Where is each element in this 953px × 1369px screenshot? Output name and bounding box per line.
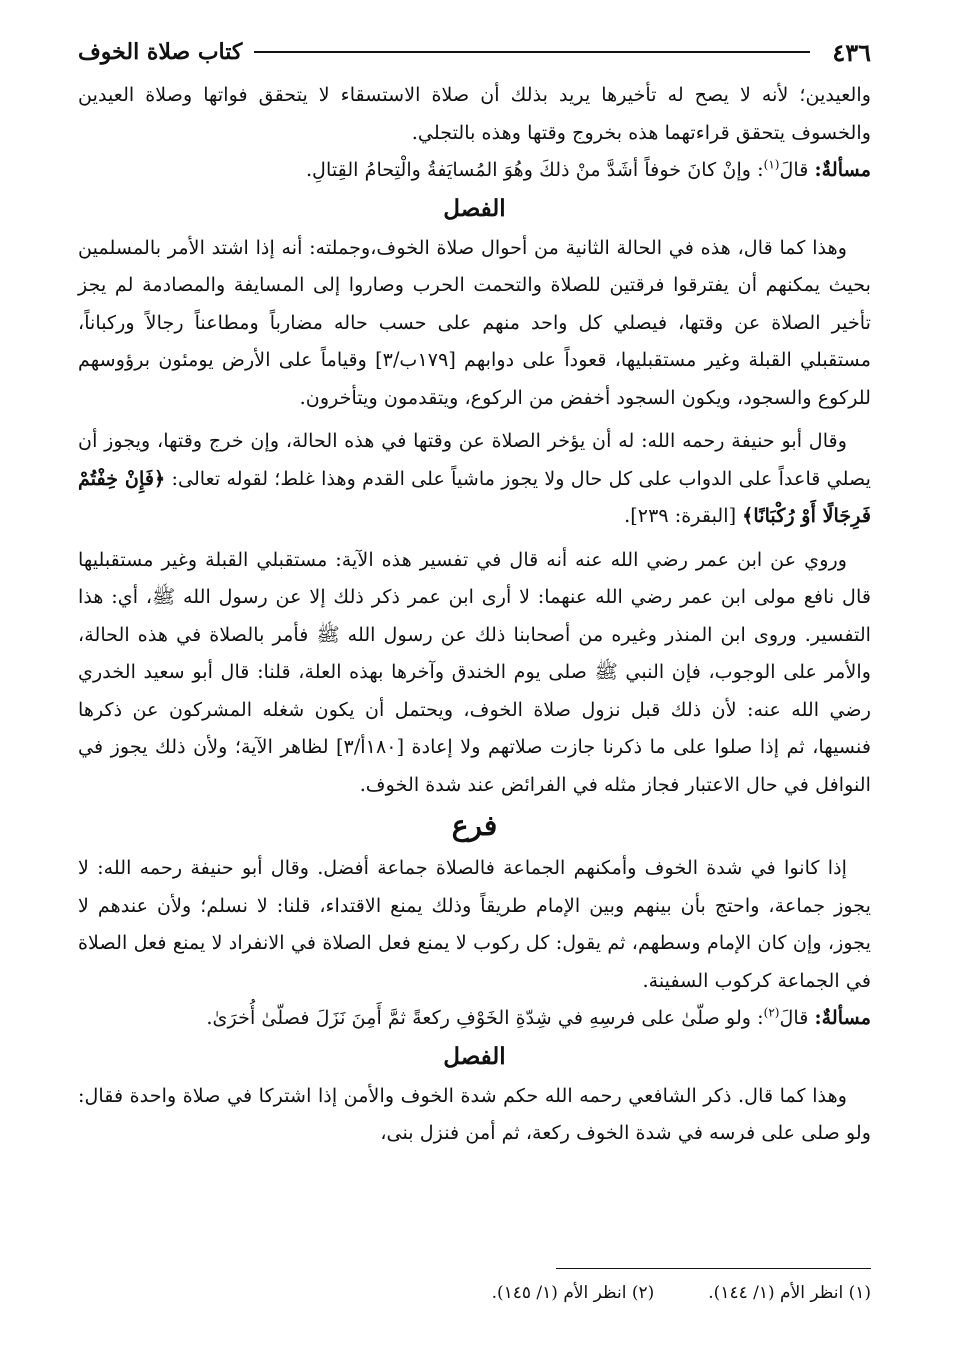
footnote-2: (٢) انظر الأم (١/ ١٤٥). — [491, 1283, 655, 1303]
page-number: ٤٣٦ — [832, 37, 871, 67]
section-heading-fasl-2: الفصل — [443, 1042, 506, 1070]
page-header — [78, 32, 871, 72]
paragraph: وهذا كما قال، هذه في الحالة الثانية من أحوال صلاة الخوف،وجملته: أنه إذا اشتد الأمر بالمسلمين بحيث يمكنهم أن يفترقوا فرقتين للصلاة والتحمت الحرب وصاروا إلى المسايفة والمصادمة لم يجز تأخير الصلاة عن وقتها، فيصلي كل واحد منهم على حسب حاله مضارباً ومطاعناً رجالاً وركباناً، مستقبلي القبلة وغير مستقبليها، قعوداً على دوابهم [١٧٩ب/٣] وقياماً على الأرض يومئون برؤوسهم للركوع والسجود، ويكون السجود أخفض من الركوع، ويتقدمون ويتأخرون. — [78, 235, 871, 409]
verse-citation: [البقرة: ٢٣٩]. — [624, 504, 743, 527]
footnotes — [78, 1278, 871, 1308]
paragraph-ibn-umar: وروي عن ابن عمر رضي الله عنه أنه قال في تفسير هذه الآية: مستقبلي القبلة وغير مستقبليها قال نافع مولى ابن عمر رضي الله عنهما: لا أرى ابن عمر ذكر ذلك إلا عن رسول الله ﷺ، أي: هذا التفسير. وروى ابن المنذر وغيره من أصحابنا ذلك عن رسول الله ﷺ فأمر بالصلاة في هذه الحالة، والأمر على الوجوب، فإن النبي ﷺ صلى يوم الخندق وآخرها بهذه العلة، قلنا: قال أبو سعيد الخدري رضي الله عنه: لأن ذلك قبل نزول صلاة الخوف، ويحتمل أن يكون شغله المشركون عن ذكرها فنسيها، ثم إذا صلوا على ما ذكرنا جازت صلاتهم ولا إعادة [١٨٠أ/٣] لظاهر الآية؛ ولأن ذلك يجوز في النوافل في حال الاعتبار فجاز مثله في الفرائض عند شدة الخوف. — [78, 547, 871, 796]
masala-label: مسألةٌ: — [814, 158, 871, 181]
footnote-1: (١) انظر الأم (١/ ١٤٤). — [708, 1283, 871, 1303]
header-rule — [254, 51, 810, 53]
section-heading-far: فرع — [451, 809, 498, 842]
paragraph-abu-hanifa — [78, 422, 871, 535]
masala-text: : وإنْ كانَ خوفاً أشَدَّ منْ ذلكَ وهُوَ المُسايَفةُ والْتِحامُ القِتالِ. — [305, 158, 764, 181]
masala-qala: قالَ — [779, 1006, 815, 1029]
section-heading-fasl: الفصل — [443, 194, 506, 222]
masala-qala: قالَ — [779, 158, 815, 181]
masala-1 — [78, 151, 871, 189]
masala-text: : ولو صلّىٰ على فرسِهِ في شِدّةِ الخَوْفِ ركعةً ثمَّ أَمِنَ نَزَلَ فصلّىٰ أُخرَىٰ. — [206, 1006, 764, 1029]
page-body — [78, 76, 871, 1152]
paragraph-text: وقال أبو حنيفة رحمه الله: له أن يؤخر الصلاة عن وقتها في هذه الحالة، وإن خرج وقتها، ويجوز أن يصلي قاعداً على الدواب على كل حال ولا يجوز ماشياً على القدم وهذا غلط؛ لقوله تعالى: — [78, 429, 871, 490]
footnote-ref-1: (١) — [763, 157, 780, 172]
footnote-rule — [556, 1268, 871, 1269]
running-title: كتاب صلاة الخوف — [78, 39, 243, 65]
masala-2 — [78, 999, 871, 1037]
paragraph-jamaah: إذا كانوا في شدة الخوف وأمكنهم الجماعة فالصلاة جماعة أفضل. وقال أبو حنيفة رحمه الله: لا يجوز جماعة، واحتج بأن بينهم وبين الإمام طريقاً وذلك يمنع الاقتداء، قلنا: لا نسلم؛ ولأن عندهم لا يجوز، وإن كان الإمام وسطهم، ثم يقول: كل ركوب لا يمنع فعل الصلاة في الانفراد لا يمنع فعل الصلاة في الجماعة كركوب السفينة. — [78, 856, 871, 992]
footnote-ref-2: (٢) — [763, 1005, 780, 1020]
masala-label: مسألةٌ: — [814, 1006, 871, 1029]
quran-verse: ﴿فَإِنْ خِفْتُمْ فَرِجَالًا أَوْ رُكْبَانًا﴾ — [78, 466, 871, 527]
paragraph-shafii: وهذا كما قال. ذكر الشافعي رحمه الله حكم شدة الخوف والأمن إذا اشتركا في صلاة واحدة فقال: ولو صلى على فرسه في شدة الخوف ركعة، ثم أمن فنزل بنى، — [78, 1083, 871, 1144]
paragraph-continuation: والعيدين؛ لأنه لا يصح له تأخيرها يريد بذلك أن صلاة الاستسقاء لا يتحقق فواتها وصلاة العيدين والخسوف يتحقق قراءتهما هذه بخروج وقتها وهذه بالتجلي. — [78, 83, 871, 144]
